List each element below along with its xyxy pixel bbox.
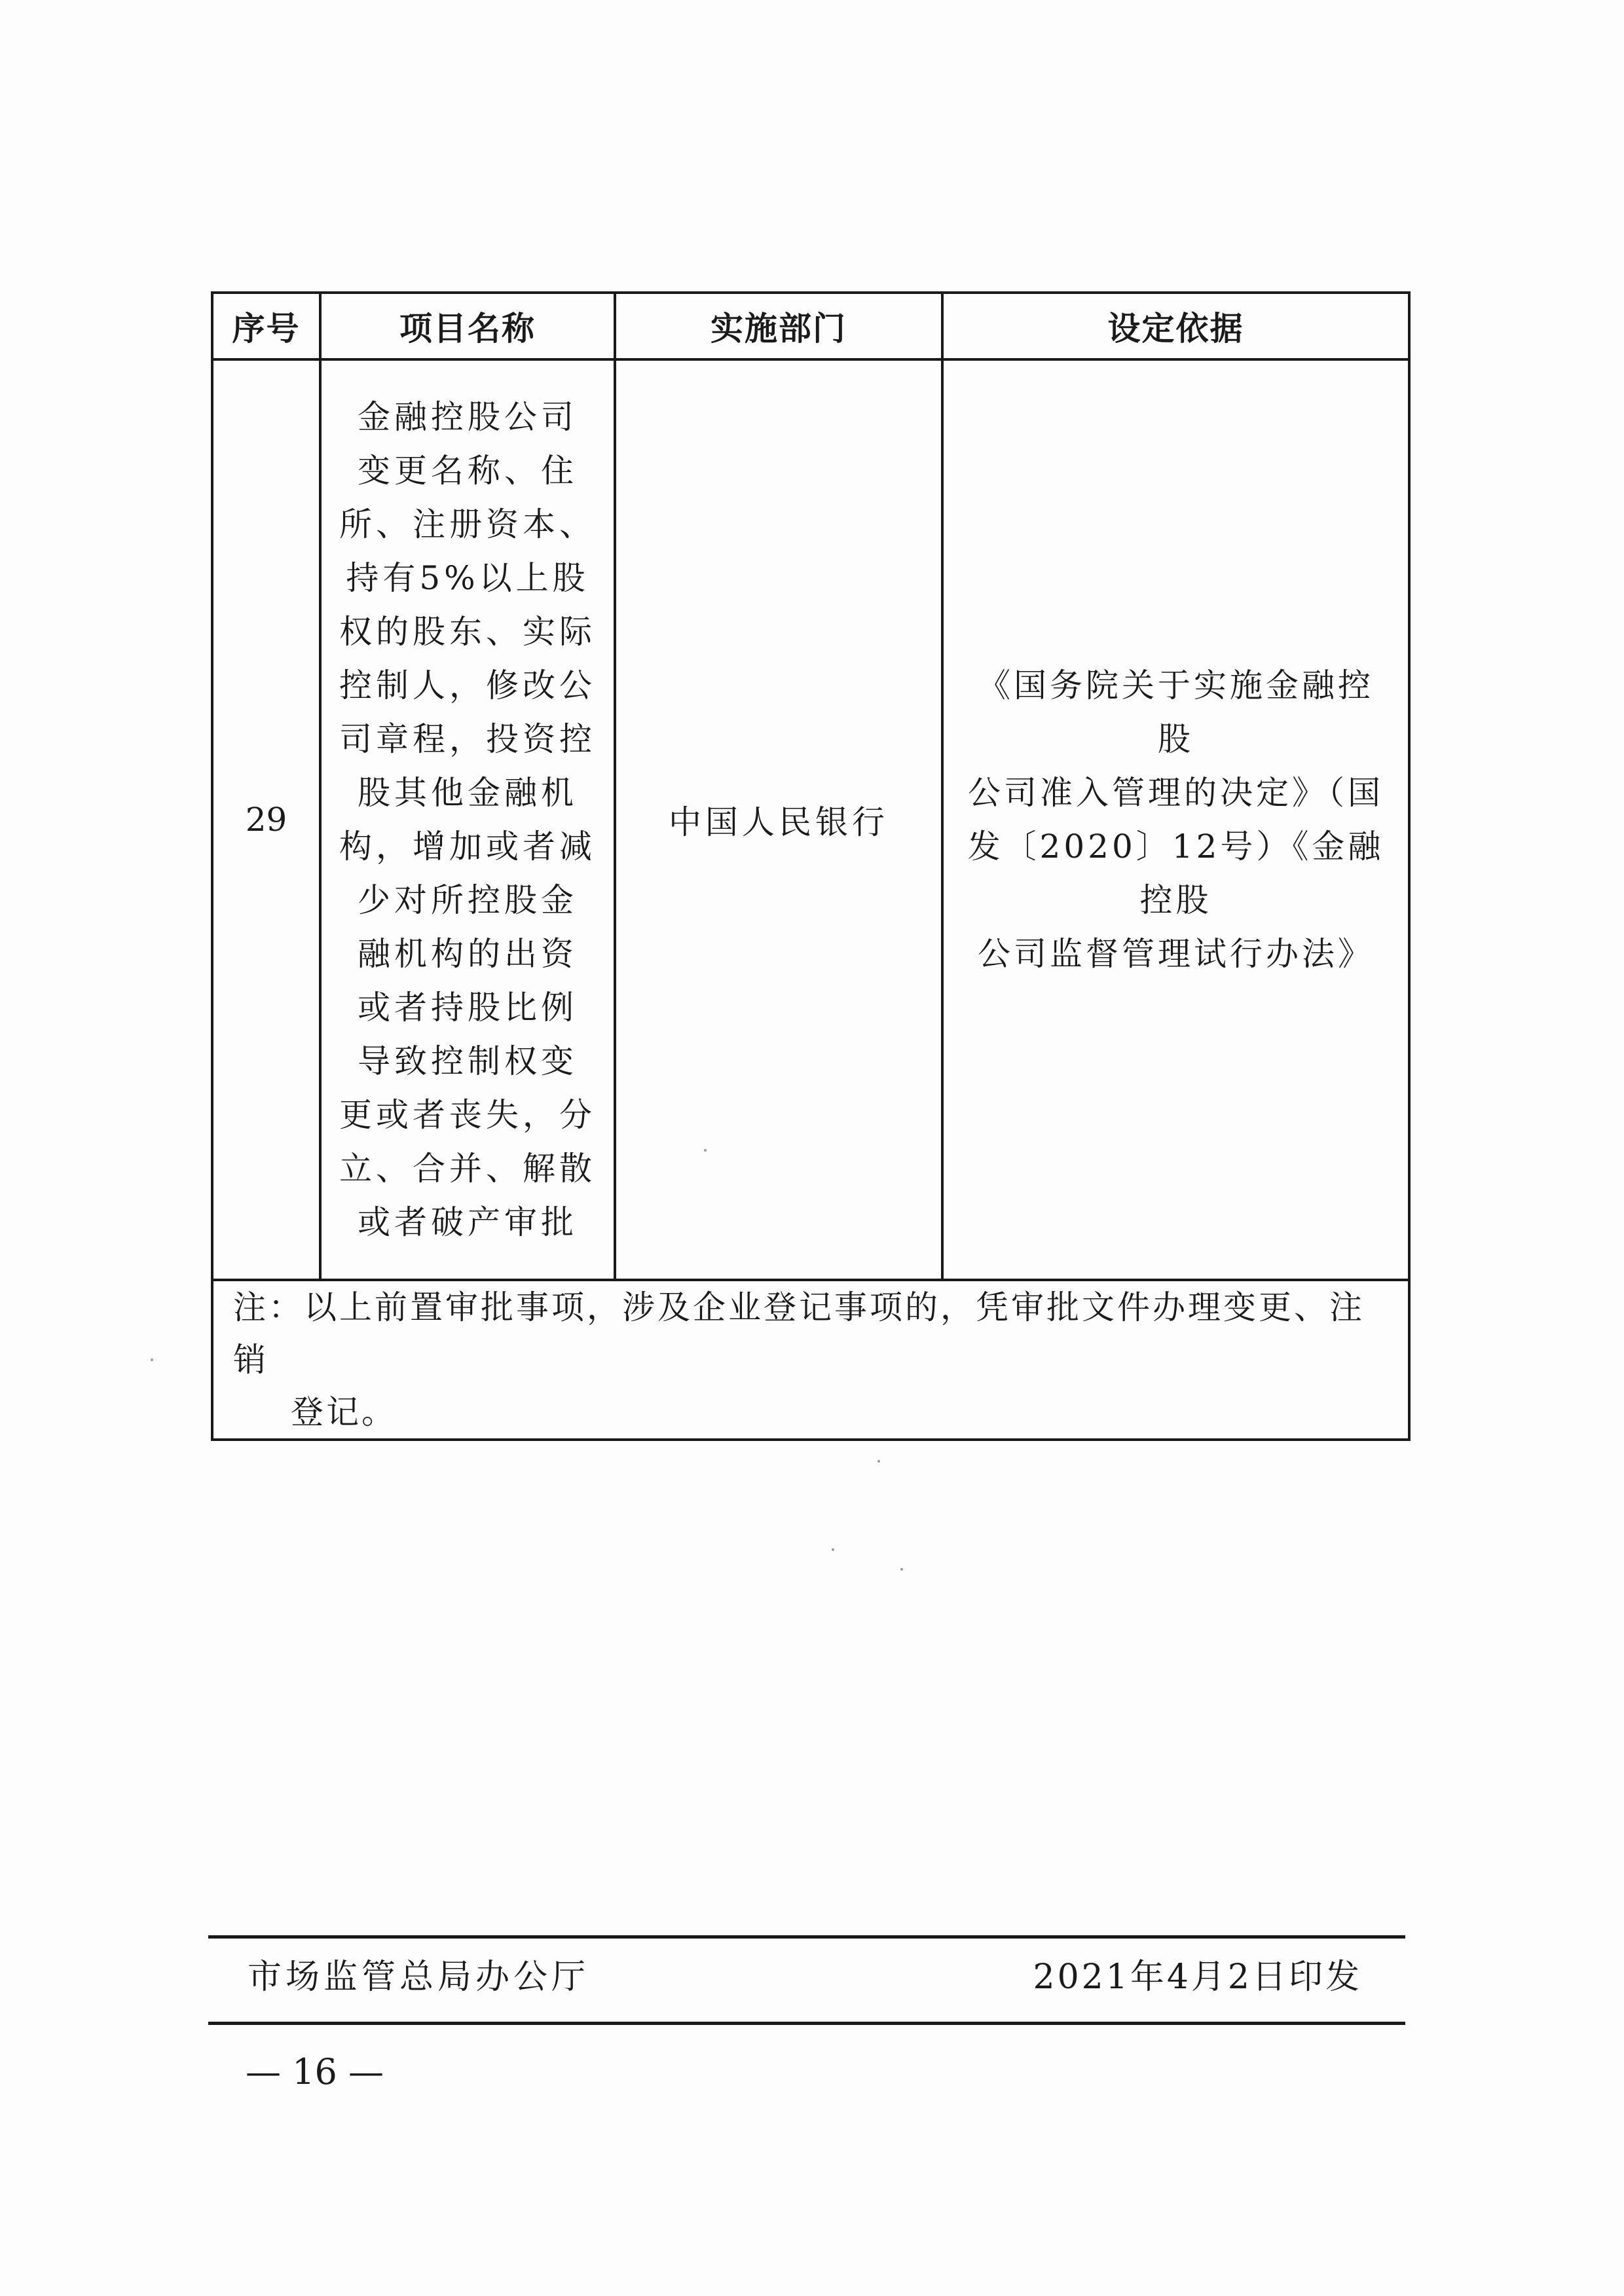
item-name-line: 控制人，修改公	[339, 666, 596, 704]
item-name-line: 融机构的出资	[358, 935, 578, 973]
scan-speck	[877, 1460, 880, 1463]
item-name-line: 立、合并、解散	[339, 1150, 596, 1188]
scan-speck	[151, 1358, 153, 1361]
basis-line: 公司监督管理试行办法》	[978, 935, 1374, 973]
header-department: 实施部门	[615, 293, 942, 359]
header-item-name: 项目名称	[320, 293, 615, 359]
scan-speck	[704, 1149, 707, 1152]
item-name-line: 股其他金融机	[358, 774, 578, 812]
footer-top-rule	[208, 1935, 1405, 1939]
item-name-line: 或者破产审批	[358, 1203, 578, 1241]
item-name-line: 少对所控股金	[358, 881, 578, 919]
cell-legal-basis	[942, 359, 1409, 1280]
issue-date: 2021年4月2日印发	[1033, 1958, 1362, 1997]
item-name-line: 导致控制权变	[358, 1042, 578, 1080]
header-legal-basis: 设定依据	[942, 293, 1409, 359]
item-name-line: 持有5%以上股	[346, 559, 589, 597]
cell-item-name	[320, 359, 615, 1280]
note-line: 注：以上前置审批事项，涉及企业登记事项的，凭审批文件办理变更、注销	[233, 1288, 1365, 1379]
table-row	[212, 359, 1409, 1280]
issuing-office: 市场监管总局办公厅	[248, 1958, 590, 1997]
item-name-line: 构，增加或者减	[339, 828, 596, 866]
footer-bottom-rule	[208, 2022, 1405, 2025]
basis-line: 《国务院关于实施金融控股	[978, 666, 1374, 758]
basis-line: 发〔2020〕12号）《金融控股	[967, 828, 1384, 919]
page-number: — 16 —	[246, 2051, 384, 2092]
item-name-line: 所、注册资本、	[339, 505, 596, 543]
cell-serial-number: 29	[212, 359, 320, 1280]
table-note-row	[212, 1280, 1409, 1440]
approval-items-table	[211, 291, 1411, 1441]
item-name-line: 变更名称、住	[358, 452, 578, 490]
scan-speck	[832, 1548, 834, 1551]
item-name-line: 更或者丧失，分	[339, 1096, 596, 1134]
scan-speck	[900, 1568, 903, 1571]
item-name-line: 司章程，投资控	[339, 720, 596, 758]
note-line: 登记。	[291, 1393, 397, 1431]
item-name-line: 金融控股公司	[358, 398, 578, 436]
basis-line: 公司准入管理的决定》（国	[968, 774, 1384, 812]
item-name-line: 或者持股比例	[358, 989, 578, 1027]
cell-department: 中国人民银行	[615, 359, 942, 1280]
item-name-line: 权的股东、实际	[339, 613, 596, 651]
header-serial-number: 序号	[212, 293, 320, 359]
table-note	[212, 1280, 1409, 1440]
table-header-row	[212, 293, 1409, 359]
